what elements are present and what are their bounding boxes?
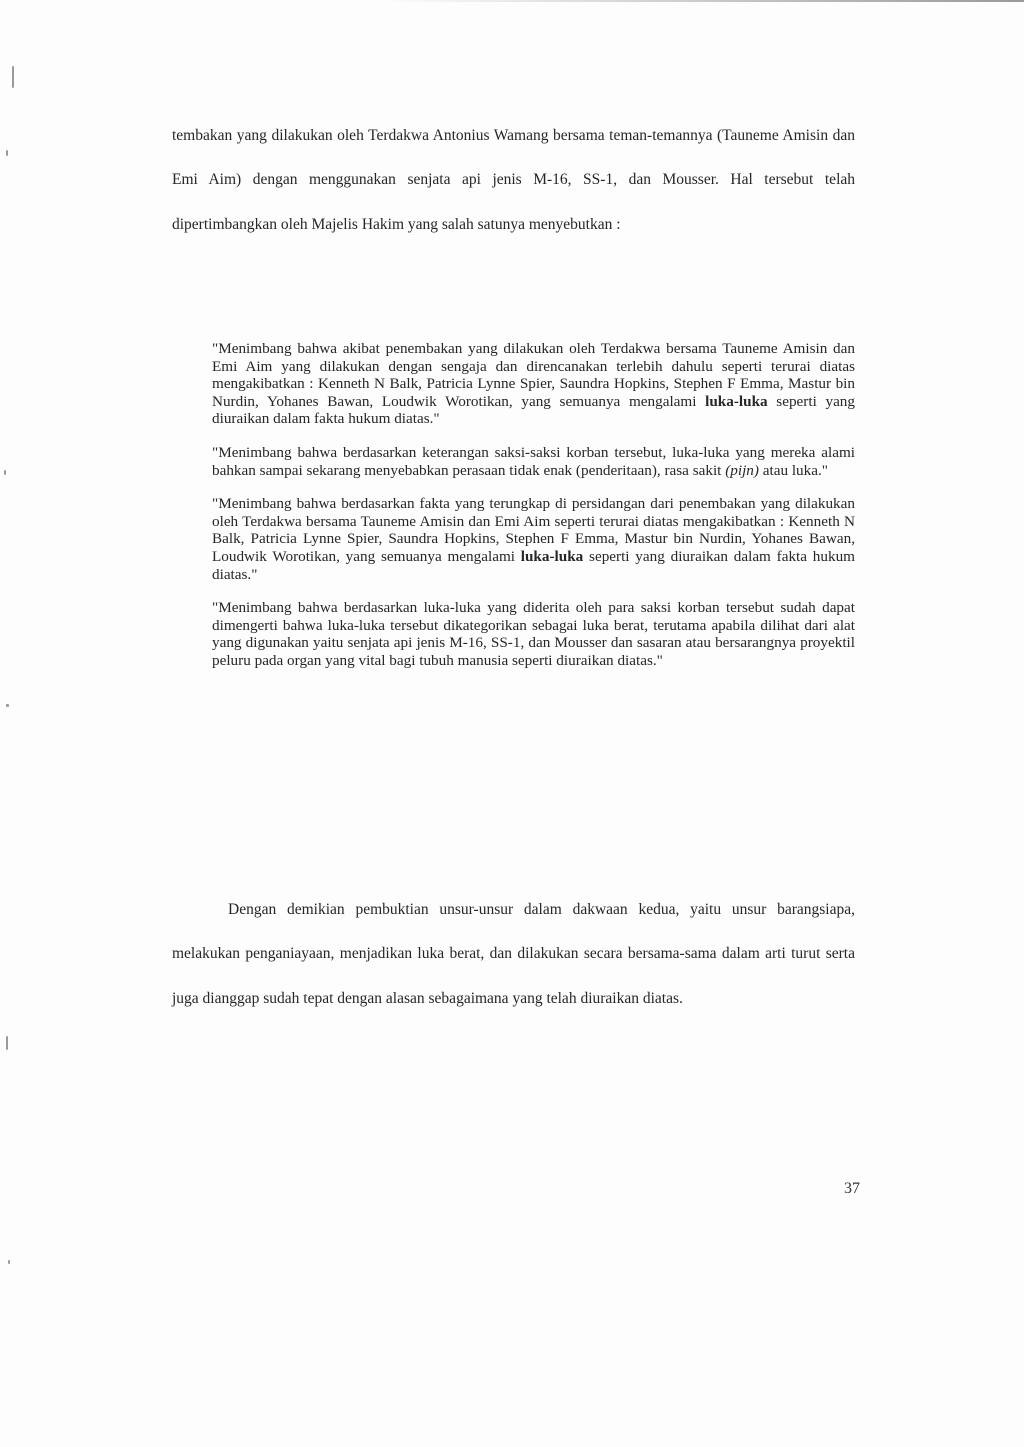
scan-speck — [6, 1036, 8, 1050]
scan-speck — [12, 66, 14, 88]
quote-text: seperti yang diuraikan dalam fakta hukum diatas." — [212, 392, 855, 428]
page-number: 37 — [844, 1180, 860, 1197]
quote-paragraph-4 — [212, 599, 855, 669]
quote-paragraph-1 — [212, 340, 855, 428]
quote-text: "Menimbang bahwa berdasarkan keterangan saksi-saksi korban tersebut, luka-luka yang mereka alami bahkan sampai sekarang menyebabkan perasaan tidak enak (penderitaan), rasa sakit — [212, 443, 855, 479]
quote-text: "Menimbang bahwa akibat penembakan yang dilakukan oleh Terdakwa bersama Tauneme Amisin dan Emi Aim yang dilakukan dengan sengaja dan direncanakan terlebih dahulu seperti terurai diatas mengakibatkan : Kenneth N Balk, Patricia Lynne Spier, Saundra Hopkins, Stephen F Emma, Mastur bin Nurdin, Yohanes Bawan, Loudwik Worotikan, yang semuanya mengalami — [212, 340, 855, 410]
quoted-considerations — [212, 340, 855, 686]
scan-speck — [8, 1260, 10, 1264]
quote-paragraph-3 — [212, 495, 855, 583]
bold-term: luka-luka — [520, 547, 584, 565]
quote-paragraph-2 — [212, 444, 855, 479]
italic-term: (pijn) — [725, 461, 759, 479]
quote-text: seperti yang diuraikan dalam fakta hukum diatas." — [212, 547, 855, 583]
scan-speck — [4, 470, 6, 475]
quote-text: atau luka." — [758, 461, 828, 479]
intro-paragraph: tembakan yang dilakukan oleh Terdakwa Antonius Wamang bersama teman-temannya (Tauneme Amisin dan Emi Aim) dengan menggunakan senjata api jenis M-16, SS-1, dan Mousser. Hal tersebut telah dipertimbangkan oleh Majelis Hakim yang salah satunya menyebutkan : — [172, 127, 855, 233]
quote-text: "Menimbang bahwa berdasarkan luka-luka yang diderita oleh para saksi korban tersebut sudah dapat dimengerti bahwa luka-luka tersebut dikategorikan sebagai luka berat, terutama apabila dilihat dari alat yang digunakan yaitu senjata api jenis M-16, SS-1, dan Mousser dan sasaran atau bersarangnya proyektil peluru pada organ yang vital bagi tubuh manusia seperti diuraikan diatas." — [212, 599, 855, 669]
quote-text: "Menimbang bahwa berdasarkan fakta yang terungkap di persidangan dari penembakan yang dilakukan oleh Terdakwa bersama Tauneme Amisin dan Emi Aim seperti terurai diatas mengakibatkan : Kenneth N Balk, Patricia Lynne Spier, Saundra Hopkins, Stephen F Emma, Mastur bin Nurdin, Yohanes Bawan, Loudwik Worotikan, yang semuanya mengalami — [212, 495, 855, 565]
scan-top-edge — [380, 0, 1024, 2]
scan-speck — [6, 150, 8, 156]
scan-speck — [6, 704, 9, 707]
bold-term: luka-luka — [705, 392, 768, 410]
closing-paragraph: Dengan demikian pembuktian unsur-unsur dalam dakwaan kedua, yaitu unsur barangsiapa, melakukan penganiayaan, menjadikan luka berat, dan dilakukan secara bersama-sama dalam arti turut serta juga dianggap sudah tepat dengan alasan sebagaimana yang telah diuraikan diatas. — [172, 901, 855, 1007]
